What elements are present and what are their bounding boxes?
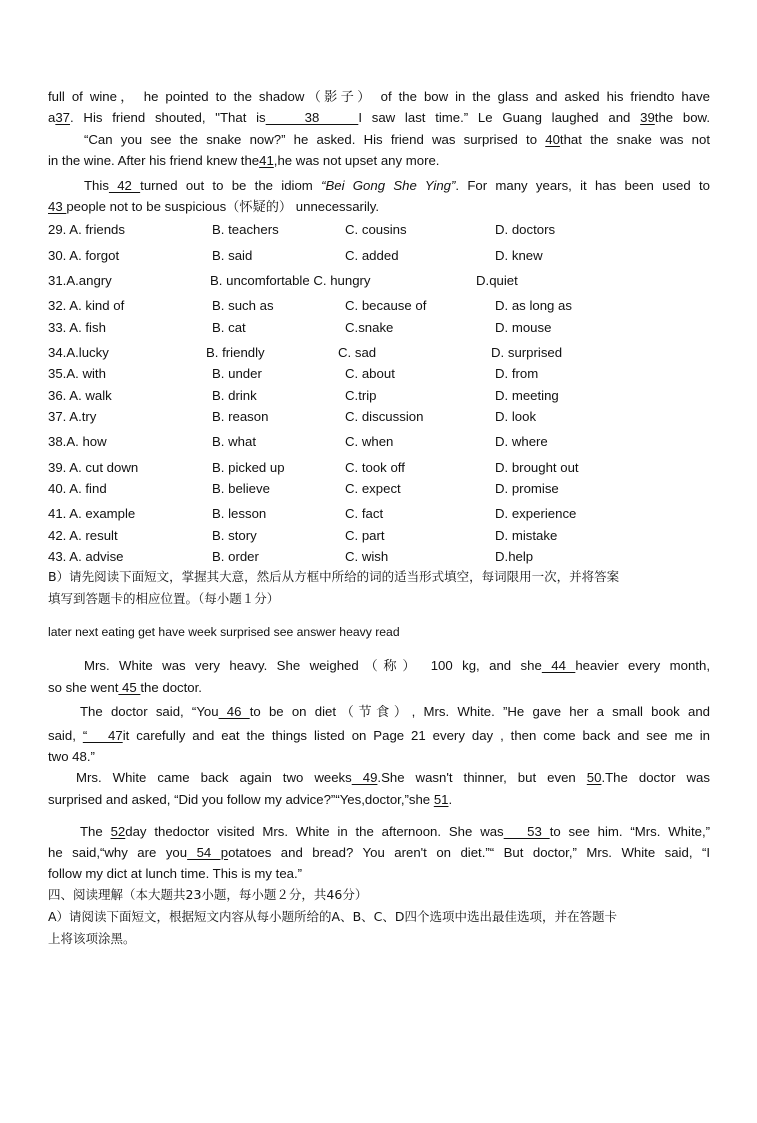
option-c: C. expect xyxy=(345,481,401,496)
option-d: D. meeting xyxy=(495,388,559,403)
passage-b-line-2 xyxy=(48,680,710,696)
passage-a-line-2 xyxy=(48,110,710,126)
option-a: 39. A. cut down xyxy=(48,460,139,475)
blank-49: 49 xyxy=(351,770,378,785)
option-b: B. believe xyxy=(212,481,270,496)
option-b: B. story xyxy=(212,528,257,543)
text: two 48.” xyxy=(48,749,95,764)
text: said, xyxy=(48,728,83,743)
option-c: C. part xyxy=(345,528,385,543)
option-b: B. drink xyxy=(212,388,257,403)
option-c: C. cousins xyxy=(345,222,407,237)
blank-43: 43 xyxy=(48,199,67,214)
option-d: D.help xyxy=(495,549,534,564)
text: to be on diet（节食）, Mrs. White. ”He gave her a small book and xyxy=(249,704,710,719)
blank-54: 54 p xyxy=(187,845,229,860)
text: in the wine. After his friend knew the xyxy=(48,153,260,168)
option-d: D. from xyxy=(495,366,539,381)
option-b: B. such as xyxy=(212,298,274,313)
option-b: B. cat xyxy=(212,320,246,335)
option-a: 38.A. how xyxy=(48,434,107,449)
blank-41: 41 xyxy=(259,153,274,168)
text: people not to be suspicious（怀疑的） unnecessarily. xyxy=(66,199,380,214)
text: Mrs. White was very heavy. She weighed（称） 100 kg, and she xyxy=(84,658,542,673)
option-c: C. sad xyxy=(338,345,377,360)
blank-38: 38 xyxy=(265,110,359,125)
passage-b-line-8 xyxy=(80,824,710,840)
option-c: C. about xyxy=(345,366,395,381)
option-d: D. surprised xyxy=(491,345,563,360)
option-a: 35.A. with xyxy=(48,366,106,381)
option-a: 41. A. example xyxy=(48,506,136,521)
option-c: C.snake xyxy=(345,320,394,335)
blank-37: 37 xyxy=(55,110,71,125)
passage-a-line-3 xyxy=(84,132,710,148)
text: turned out to be the idiom xyxy=(140,178,322,193)
option-a: 34.A.lucky xyxy=(48,345,109,360)
passage-b-line-9 xyxy=(48,845,710,861)
blank-47: “ 47 xyxy=(82,728,123,743)
idiom: “Bei Gong She Ying” xyxy=(321,178,456,193)
text: I saw last time.” Le Guang laughed and xyxy=(358,110,641,125)
option-a: 29. A. friends xyxy=(48,222,125,237)
passage-a-line-1 xyxy=(48,89,710,105)
option-d: D. mouse xyxy=(495,320,552,335)
option-d: D. doctors xyxy=(495,222,556,237)
text: a xyxy=(48,110,56,125)
option-c: C. discussion xyxy=(345,409,424,424)
blank-39: 39 xyxy=(640,110,655,125)
option-d: D.quiet xyxy=(476,273,518,288)
text: surprised and asked, “Did you follow my advice?”“Yes,doctor,”she xyxy=(48,792,434,807)
text: otatoes and bread? You aren't on diet.”“ But doctor,” Mrs. White said, “I xyxy=(228,845,711,860)
option-a: 32. A. kind of xyxy=(48,298,125,313)
text: full of wine， he pointed to the shadow（影子） of the bow in the glass and asked his friendto have xyxy=(48,89,710,104)
text: ,he was not upset any more. xyxy=(273,153,440,168)
text: that the snake was not xyxy=(559,132,710,147)
text: Mrs. White came back again two weeks xyxy=(76,770,352,785)
option-b: B. uncomfortable C. hungry xyxy=(210,273,371,288)
option-c: C. wish xyxy=(345,549,389,564)
passage-a-line-6 xyxy=(48,199,710,215)
option-b: B. lesson xyxy=(212,506,267,521)
option-d: D. look xyxy=(495,409,537,424)
text: The xyxy=(80,824,111,839)
text: .She wasn't thinner, but even xyxy=(377,770,587,785)
option-d: D. brought out xyxy=(495,460,579,475)
option-a: 37. A.try xyxy=(48,409,97,424)
option-a: 40. A. find xyxy=(48,481,107,496)
option-d: D. where xyxy=(495,434,548,449)
option-a: 31.A.angry xyxy=(48,273,112,288)
blank-53: 53 xyxy=(503,824,550,839)
text: .The doctor was xyxy=(601,770,710,785)
text: follow my dict at lunch time. This is my tea.” xyxy=(48,866,303,881)
text: “Can you see the snake now?” he asked. His friend was surprised to xyxy=(84,132,546,147)
option-b: B. said xyxy=(212,248,253,263)
text: day thedoctor visited Mrs. White in the afternoon. She was xyxy=(125,824,504,839)
text: The doctor said, “You xyxy=(80,704,219,719)
blank-42: 42 xyxy=(108,178,141,193)
text: . xyxy=(448,792,453,807)
section-b-instruction-1: B）请先阅读下面短文，掌握其大意，然后从方框中所给的词的适当形式填空，每词限用一次，并将答案 xyxy=(48,569,620,584)
option-c: C. added xyxy=(345,248,399,263)
passage-b-line-4 xyxy=(48,728,710,744)
text: This xyxy=(84,178,109,193)
option-d: D. promise xyxy=(495,481,559,496)
section-4-heading: 四、阅读理解（本大题共23小题，每小题２分，共46分） xyxy=(48,887,368,902)
text: he said,“why are you xyxy=(48,845,188,860)
option-b: B. order xyxy=(212,549,259,564)
option-d: D. mistake xyxy=(495,528,558,543)
passage-a-line-4 xyxy=(48,153,710,169)
option-b: B. under xyxy=(212,366,262,381)
option-a: 42. A. result xyxy=(48,528,118,543)
passage-b-line-7 xyxy=(48,792,710,808)
text: heavier every month, xyxy=(575,658,710,673)
option-a: 36. A. walk xyxy=(48,388,112,403)
section-b-instruction-2: 填写到答题卡的相应位置。（每小题１分） xyxy=(48,591,280,606)
blank-51: 51 xyxy=(433,792,449,807)
option-a: 43. A. advise xyxy=(48,549,124,564)
option-d: D. experience xyxy=(495,506,577,521)
option-a: 30. A. forgot xyxy=(48,248,120,263)
section-4-instruction-2: 上将该项涂黑。 xyxy=(48,931,136,946)
passage-b-line-6 xyxy=(76,770,710,786)
text: the bow. xyxy=(654,110,710,125)
text: so she went xyxy=(48,680,119,695)
option-c: C. when xyxy=(345,434,394,449)
blank-46: 46 xyxy=(218,704,250,719)
passage-b-line-1 xyxy=(84,658,710,674)
passage-a-line-5 xyxy=(84,178,710,194)
option-c: C. because of xyxy=(345,298,427,313)
blank-50: 50 xyxy=(586,770,602,785)
option-b: B. reason xyxy=(212,409,269,424)
option-b: B. what xyxy=(212,434,256,449)
option-b: B. teachers xyxy=(212,222,279,237)
option-d: D. knew xyxy=(495,248,543,263)
option-a: 33. A. fish xyxy=(48,320,106,335)
option-c: C. took off xyxy=(345,460,405,475)
section-4-instruction-1: A）请阅读下面短文，根据短文内容从每小题所给的A、B、C、D四个选项中选出最佳选项，并在答题卡 xyxy=(48,909,618,924)
text: the doctor. xyxy=(140,680,202,695)
blank-52: 52 xyxy=(110,824,126,839)
passage-b-line-3 xyxy=(80,704,710,720)
blank-45: 45 xyxy=(118,680,141,695)
option-b: B. picked up xyxy=(212,460,285,475)
text: it carefully and eat the things listed on Page 21 every day , then come back and see me in xyxy=(122,728,710,743)
option-c: C. fact xyxy=(345,506,384,521)
blank-40: 40 xyxy=(545,132,560,147)
passage-b-line-10 xyxy=(48,866,710,882)
blank-44: 44 xyxy=(541,658,576,673)
text: to see him. “Mrs. White,” xyxy=(549,824,711,839)
text: . His friend shouted, "That is xyxy=(70,110,266,125)
word-box: later next eating get have week surprised see answer heavy read xyxy=(48,625,400,639)
option-b: B. friendly xyxy=(206,345,265,360)
passage-b-line-5 xyxy=(48,749,710,765)
option-c: C.trip xyxy=(345,388,377,403)
option-d: D. as long as xyxy=(495,298,572,313)
text: . For many years, it has been used to xyxy=(455,178,710,193)
